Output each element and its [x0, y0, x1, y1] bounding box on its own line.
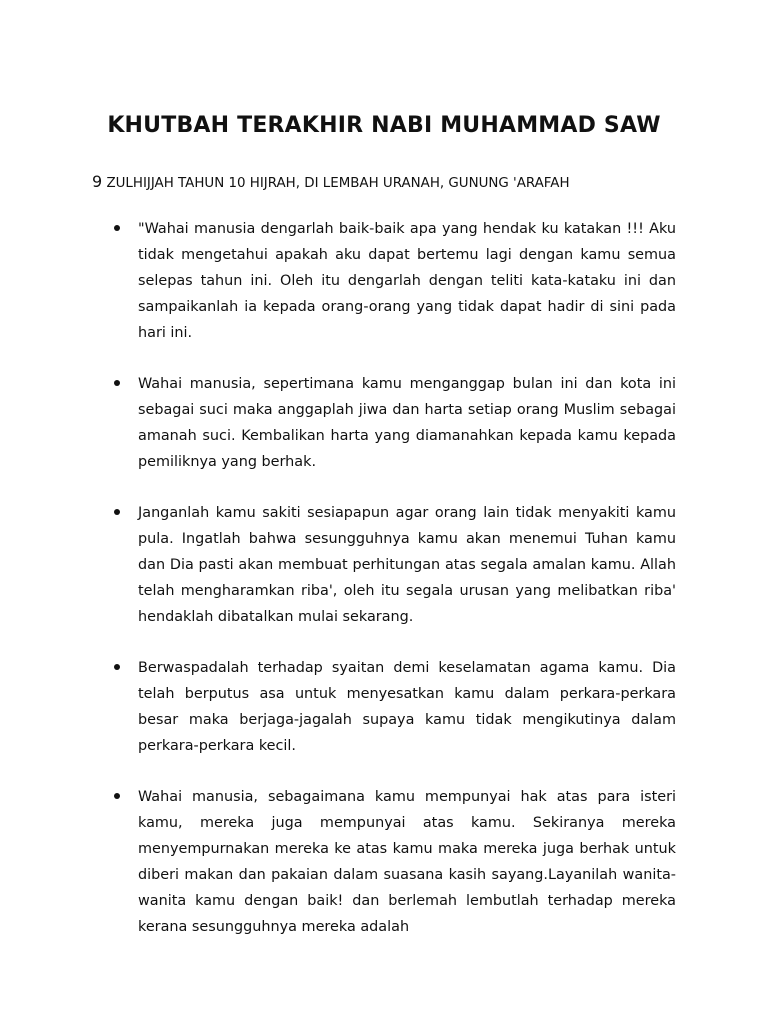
bullet-paragraph: Wahai manusia, sebagaimana kamu mempunyai hak atas para isteri kamu, mereka juga mempunyai atas kamu. Sekiranya mereka menyempurnakan mereka ke atas kamu maka mereka juga berhak untuk diberi makan dan pakaian dalam suasana kasih sayang.Layanilah wanita-wanita kamu dengan baik! dan berlemah lembutlah terhadap mereka kerana sesungguhnya mereka adalah: [138, 789, 676, 935]
bullet-paragraph: Janganlah kamu sakiti sesiapapun agar orang lain tidak menyakiti kamu pula. Ingatlah bahwa sesungguhnya kamu akan menemui Tuhan kamu dan Dia pasti akan membuat perhitungan atas segala amalan kamu. Allah telah mengharamkan riba', oleh itu segala urusan yang melibatkan riba' hendaklah dibatalkan mulai sekarang.: [138, 505, 676, 625]
bullet-dot-icon: [114, 225, 120, 231]
document-title: KHUTBAH TERAKHIR NABI MUHAMMAD SAW: [107, 113, 661, 138]
bullet-paragraph: Wahai manusia, sepertimana kamu menganggap bulan ini dan kota ini sebagai suci maka anggaplah jiwa dan harta setiap orang Muslim sebagai amanah suci. Kembalikan harta yang diamanahkan kepada kamu kepada pemiliknya yang berhak.: [138, 376, 676, 470]
document-subtitle: [92, 172, 676, 194]
bullet-item: [92, 500, 676, 630]
bullet-dot-icon: [114, 509, 120, 515]
khutbah-bullet-list: [92, 216, 676, 940]
subtitle-text: ZULHIJJAH TAHUN 10 HIJRAH, DI LEMBAH URANAH, GUNUNG 'ARAFAH: [102, 176, 570, 191]
bullet-dot-icon: [114, 380, 120, 386]
bullet-dot-icon: [114, 664, 120, 670]
bullet-item: [92, 216, 676, 346]
bullet-paragraph: "Wahai manusia dengarlah baik-baik apa yang hendak ku katakan !!! Aku tidak mengetahui apakah aku dapat bertemu lagi dengan kamu semua selepas tahun ini. Oleh itu dengarlah dengan teliti kata-kataku ini dan sampaikanlah ia kepada orang-orang yang tidak dapat hadir di sini pada hari ini.: [138, 221, 676, 341]
bullet-paragraph: Berwaspadalah terhadap syaitan demi keselamatan agama kamu. Dia telah berputus asa untuk menyesatkan kamu dalam perkara-perkara besar maka berjaga-jagalah supaya kamu tidak mengikutinya dalam perkara-perkara kecil.: [138, 660, 676, 754]
subtitle-number: 9: [92, 172, 103, 191]
bullet-item: [92, 655, 676, 759]
bullet-dot-icon: [114, 793, 120, 799]
bullet-item: [92, 371, 676, 475]
bullet-item: [92, 784, 676, 940]
